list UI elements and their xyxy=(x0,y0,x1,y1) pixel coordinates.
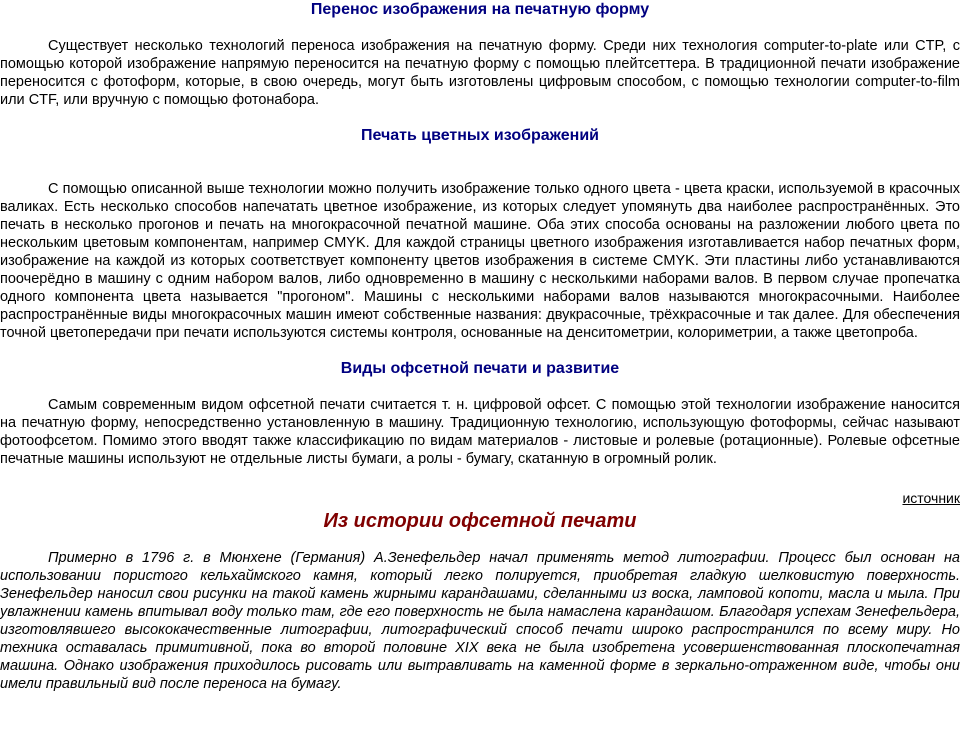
section-heading-transfer: Перенос изображения на печатную форму xyxy=(310,1,650,18)
section-heading-color: Печать цветных изображений xyxy=(360,127,600,144)
source-link[interactable]: источник xyxy=(902,490,960,506)
history-heading: Из истории офсетной печати xyxy=(323,510,637,532)
section-heading-types: Виды офсетной печати и развитие xyxy=(340,360,620,377)
source-row xyxy=(0,490,960,506)
section-text-transfer: Существует несколько технологий переноса изображения на печатную форму. Среди них технология computer-to-plate или CTP, с помощью которой изображение напрямую переносится на печатную форму с помощью плейтсеттера. В традиционной печати изображение переносится с фотоформ, которые, в свою очередь, могут быть изготовлены цифровым способом, с помощью технологии computer-to-film или CTF, или вручную с помощью фотонабора. xyxy=(0,38,960,108)
section-text-color: С помощью описанной выше технологии можно получить изображение только одного цвета - цвета краски, используемой в красочных валиках. Есть несколько способов напечатать цветное изображение, из которых следует упомянуть два наиболее распространённых. Это печать в несколько прогонов и печать на многокрасочной печатной машине. Оба этих способа основаны на разложении любого цвета по нескольким цветовым компонентам, например CMYK. Для каждой страницы цветного изображения изготавливается набор печатных форм, изображение на каждой из которых соответствует компоненту цветов изображения в системе CMYK. Эти пластины либо устанавливаются поочерёдно в машину с одним набором валов, либо одновременно в машину с несколькими наборами валов. В первом случае пропечатка одного компонента цвета называется "прогоном". Машины с несколькими наборами валов называются многокрасочными. Наиболее распространённые виды многокрасочных машин имеют собственные названия: двукрасочные, трёхкрасочные и так далее. Для обеспечения точной цветопередачи при печати используются системы контроля, основанные на денситометрии, колориметрии, а также цветопроба. xyxy=(0,181,960,341)
section-text-types: Самым современным видом офсетной печати считается т. н. цифровой офсет. С помощью этой технологии изображение наносится на печатную форму, непосредственно установленную в машину. Традиционную технологию, использующую фотоформы, сейчас называют фотоофсетом. Помимо этого вводят также классификацию по видам материалов - листовые и ролевые (ротационные). Ролевые офсетные печатные машины используют не отдельные листы бумаги, а ролы - бумагу, скатанную в огромный ролик. xyxy=(0,397,960,467)
history-text: Примерно в 1796 г. в Мюнхене (Германия) А.Зенефельдер начал применять метод литографии. Процесс был основан на использовании пористого кельхаймского камня, который легко полируется, приобретая гладкую шелковистую поверхность. Зенефельдер наносил свои рисунки на такой камень жирными карандашами, сделанными из воска, ламповой копоти, масла и мыла. При увлажнении камень впитывал воду только там, где его поверхность не была намаслена карандашом. Благодаря успехам Зенефельдера, изготовлявшего высококачественные литографии, литографический способ печати широко распространился по всему миру. Но техника оставалась примитивной, пока во второй половине XIX века не была изобретена усовершенствованная плоскопечатная машина. Однако изображения приходилось рисовать или вытравливать на каменной форме в зеркально-отраженном виде, чтобы они имели правильный вид после переноса на бумагу. xyxy=(0,550,960,692)
